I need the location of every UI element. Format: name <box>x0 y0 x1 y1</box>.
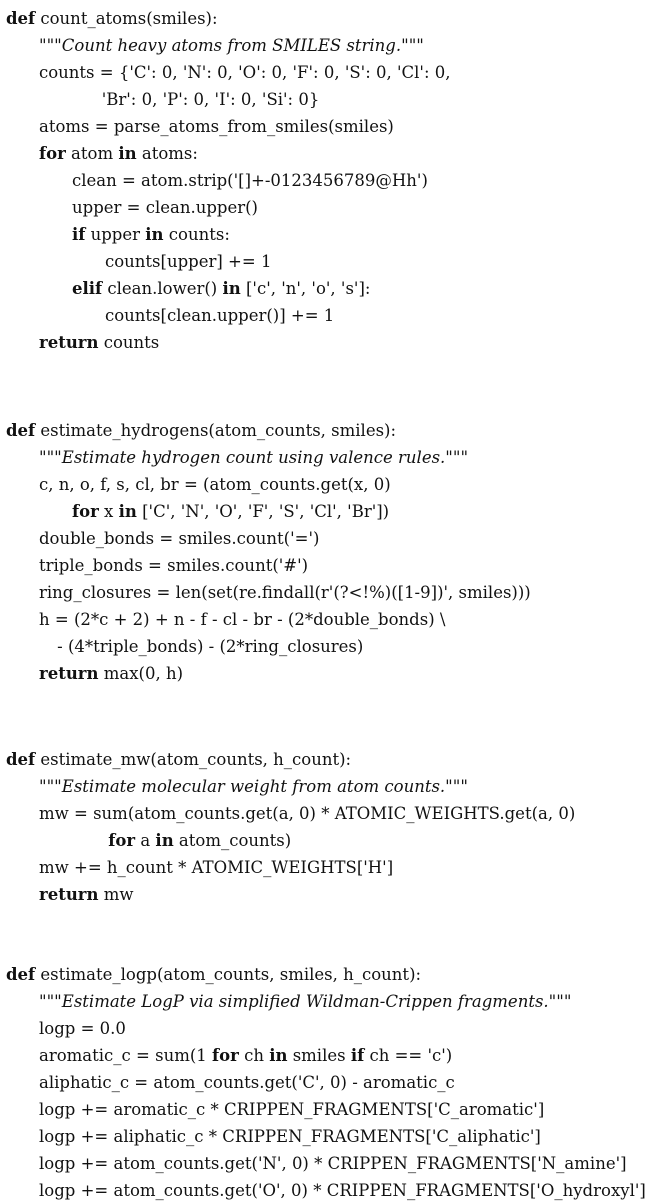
code-text: counts <box>98 333 160 352</box>
code-text: atom_counts) <box>173 831 292 850</box>
code-line <box>39 1125 541 1149</box>
code-text: ['C', 'N', 'O', 'F', 'S', 'Cl', 'Br']) <box>136 502 390 521</box>
code-line <box>39 581 531 605</box>
code-line <box>6 748 351 772</box>
code-line <box>39 802 575 826</box>
code-keyword: for <box>39 144 66 163</box>
code-text: h = (2*c + 2) + n - f - cl - br - (2*double_bonds) \ <box>39 610 446 629</box>
code-line <box>105 250 271 274</box>
code-text: a <box>135 831 156 850</box>
code-keyword: if <box>72 225 86 244</box>
code-text: ch == 'c') <box>364 1046 453 1065</box>
code-text: ch <box>238 1046 270 1065</box>
code-text: logp += atom_counts.get('O', 0) * CRIPPEN_FRAGMENTS['O_hydroxyl'] <box>39 1181 646 1200</box>
code-line <box>39 115 394 139</box>
code-text: double_bonds = smiles.count('=') <box>39 529 320 548</box>
code-line <box>39 446 468 470</box>
code-line <box>39 883 134 907</box>
code-keyword: in <box>145 225 164 244</box>
code-text: aromatic_c = sum(1 <box>39 1046 213 1065</box>
code-keyword: return <box>39 664 99 683</box>
code-text: atoms = parse_atoms_from_smiles(smiles) <box>39 117 394 136</box>
code-text: mw = sum(atom_counts.get(a, 0) * ATOMIC_WEIGHTS.get(a, 0) <box>39 804 576 823</box>
code-line <box>39 554 308 578</box>
code-line <box>39 1071 455 1095</box>
code-text: upper = clean.upper() <box>72 198 258 217</box>
code-line <box>39 34 424 58</box>
code-line <box>39 1179 646 1203</box>
code-keyword: in <box>118 502 137 521</box>
code-line <box>39 990 571 1014</box>
code-text: atoms: <box>136 144 198 163</box>
code-line <box>39 1044 452 1068</box>
code-line <box>102 88 320 112</box>
code-text: mw += h_count * ATOMIC_WEIGHTS['H'] <box>39 858 394 877</box>
code-text: atom <box>65 144 119 163</box>
code-keyword: def <box>6 965 36 984</box>
code-line <box>39 1098 544 1122</box>
code-text: c, n, o, f, s, cl, br = (atom_counts.get(x, 0) <box>39 475 391 494</box>
code-text: estimate_logp(atom_counts, smiles, h_count): <box>35 965 422 984</box>
code-text: x <box>98 502 119 521</box>
code-text: counts[clean.upper()] += 1 <box>105 306 335 325</box>
code-line <box>72 196 258 220</box>
code-line <box>108 829 291 853</box>
code-line <box>39 142 198 166</box>
code-keyword: return <box>39 333 99 352</box>
code-docstring: """Estimate hydrogen count using valence rules.""" <box>39 448 469 467</box>
code-keyword: for <box>72 502 99 521</box>
code-text: estimate_hydrogens(atom_counts, smiles): <box>35 421 397 440</box>
code-line <box>72 169 428 193</box>
code-keyword: elif <box>72 279 103 298</box>
code-line <box>57 635 363 659</box>
code-keyword: def <box>6 9 36 28</box>
code-text: ring_closures = len(set(re.findall(r'(?<!%)([1-9])', smiles))) <box>39 583 531 602</box>
code-text: logp = 0.0 <box>39 1019 126 1038</box>
code-text: max(0, h) <box>98 664 184 683</box>
code-text: - (4*triple_bonds) - (2*ring_closures) <box>57 637 364 656</box>
code-text: aliphatic_c = atom_counts.get('C', 0) - aromatic_c <box>39 1073 455 1092</box>
code-keyword: for <box>212 1046 239 1065</box>
code-keyword: return <box>39 885 99 904</box>
code-keyword: in <box>118 144 137 163</box>
code-text: counts[upper] += 1 <box>105 252 272 271</box>
code-text: count_atoms(smiles): <box>35 9 218 28</box>
code-line <box>39 473 391 497</box>
code-text: clean.lower() <box>102 279 223 298</box>
code-keyword: in <box>155 831 174 850</box>
code-line <box>39 775 468 799</box>
code-docstring: """Estimate molecular weight from atom counts.""" <box>39 777 468 796</box>
code-line <box>39 856 393 880</box>
code-text: mw <box>98 885 134 904</box>
code-keyword: in <box>222 279 241 298</box>
code-line <box>72 500 389 524</box>
code-line <box>6 419 396 443</box>
code-text: triple_bonds = smiles.count('#') <box>39 556 309 575</box>
code-keyword: def <box>6 421 36 440</box>
code-text: logp += aliphatic_c * CRIPPEN_FRAGMENTS['C_aliphatic'] <box>39 1127 541 1146</box>
code-text: clean = atom.strip('[]+-0123456789@Hh') <box>72 171 428 190</box>
code-line <box>39 61 451 85</box>
code-text: logp += atom_counts.get('N', 0) * CRIPPEN_FRAGMENTS['N_amine'] <box>39 1154 627 1173</box>
code-line <box>39 1152 627 1176</box>
code-text: counts = {'C': 0, 'N': 0, 'O': 0, 'F': 0, 'S': 0, 'Cl': 0, <box>39 63 451 82</box>
code-line <box>39 331 159 355</box>
code-keyword: if <box>350 1046 365 1065</box>
code-text: ['c', 'n', 'o', 's']: <box>240 279 371 298</box>
code-keyword: def <box>6 750 36 769</box>
code-line <box>39 608 445 632</box>
code-line <box>39 662 183 686</box>
code-line <box>105 304 334 328</box>
code-docstring: """Count heavy atoms from SMILES string.""" <box>39 36 424 55</box>
code-line <box>39 527 319 551</box>
code-text: logp += aromatic_c * CRIPPEN_FRAGMENTS['C_aromatic'] <box>39 1100 545 1119</box>
code-text: upper <box>85 225 146 244</box>
code-line <box>72 277 370 301</box>
code-text: estimate_mw(atom_counts, h_count): <box>35 750 352 769</box>
code-line <box>6 963 421 987</box>
code-text: 'Br': 0, 'P': 0, 'I': 0, 'Si': 0} <box>101 90 320 109</box>
code-keyword: in <box>269 1046 288 1065</box>
code-text: counts: <box>163 225 230 244</box>
code-line <box>72 223 230 247</box>
code-docstring: """Estimate LogP via simplified Wildman-Crippen fragments.""" <box>39 992 572 1011</box>
code-line <box>39 1017 126 1041</box>
code-line <box>6 7 218 31</box>
code-keyword: for <box>108 831 136 850</box>
code-text: smiles <box>287 1046 351 1065</box>
